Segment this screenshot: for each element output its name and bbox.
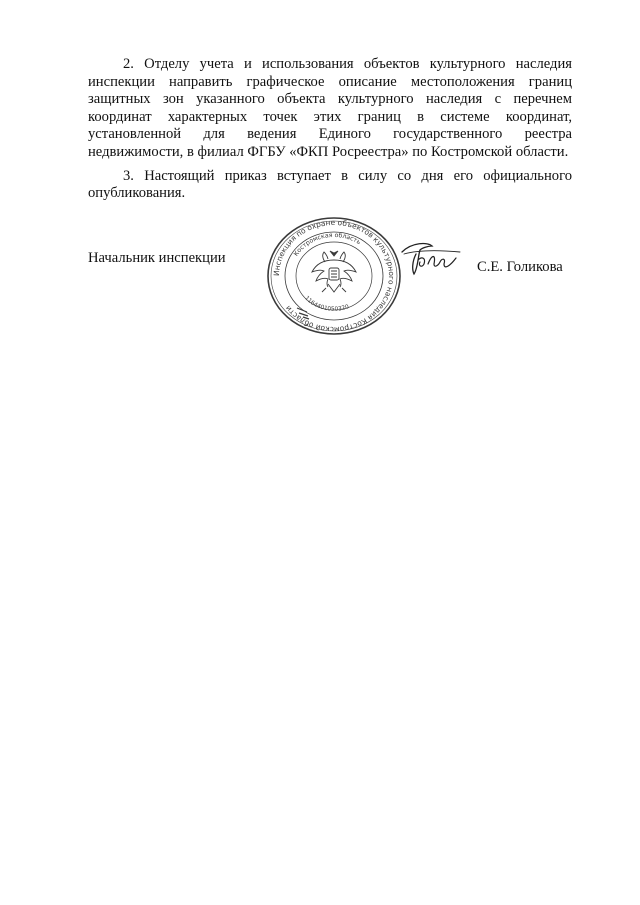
official-seal-icon: [263, 214, 405, 338]
eagle-emblem-icon: [312, 251, 356, 292]
handwritten-signature-icon: [398, 240, 464, 280]
seal-registration-number: 1164401050320: [303, 295, 350, 313]
seal-outer-text: Инспекция по охране объектов культурного наследия Костромской области: [271, 217, 397, 335]
paragraph-2: 2. Отделу учета и использования объектов культурного наследия инспекции направить графическое описание местоположения границ защитных зон указанного объекта культурного наследия с перечнем координат характерных точек этих границ в системе координат, установленной для ведения Единого государственного реестра недвижимости, в филиал ФГБУ «ФКП Росреестра» по Костромской области.: [88, 56, 572, 160]
seal-inner-text: Костромская область: [292, 231, 362, 258]
signer-name: С.Е. Голикова: [477, 259, 563, 275]
paragraph-3: 3. Настоящий приказ вступает в силу со дня его официального опубликования.: [88, 167, 572, 202]
document-body: [88, 56, 572, 209]
signer-role: Начальник инспекции: [88, 250, 226, 266]
